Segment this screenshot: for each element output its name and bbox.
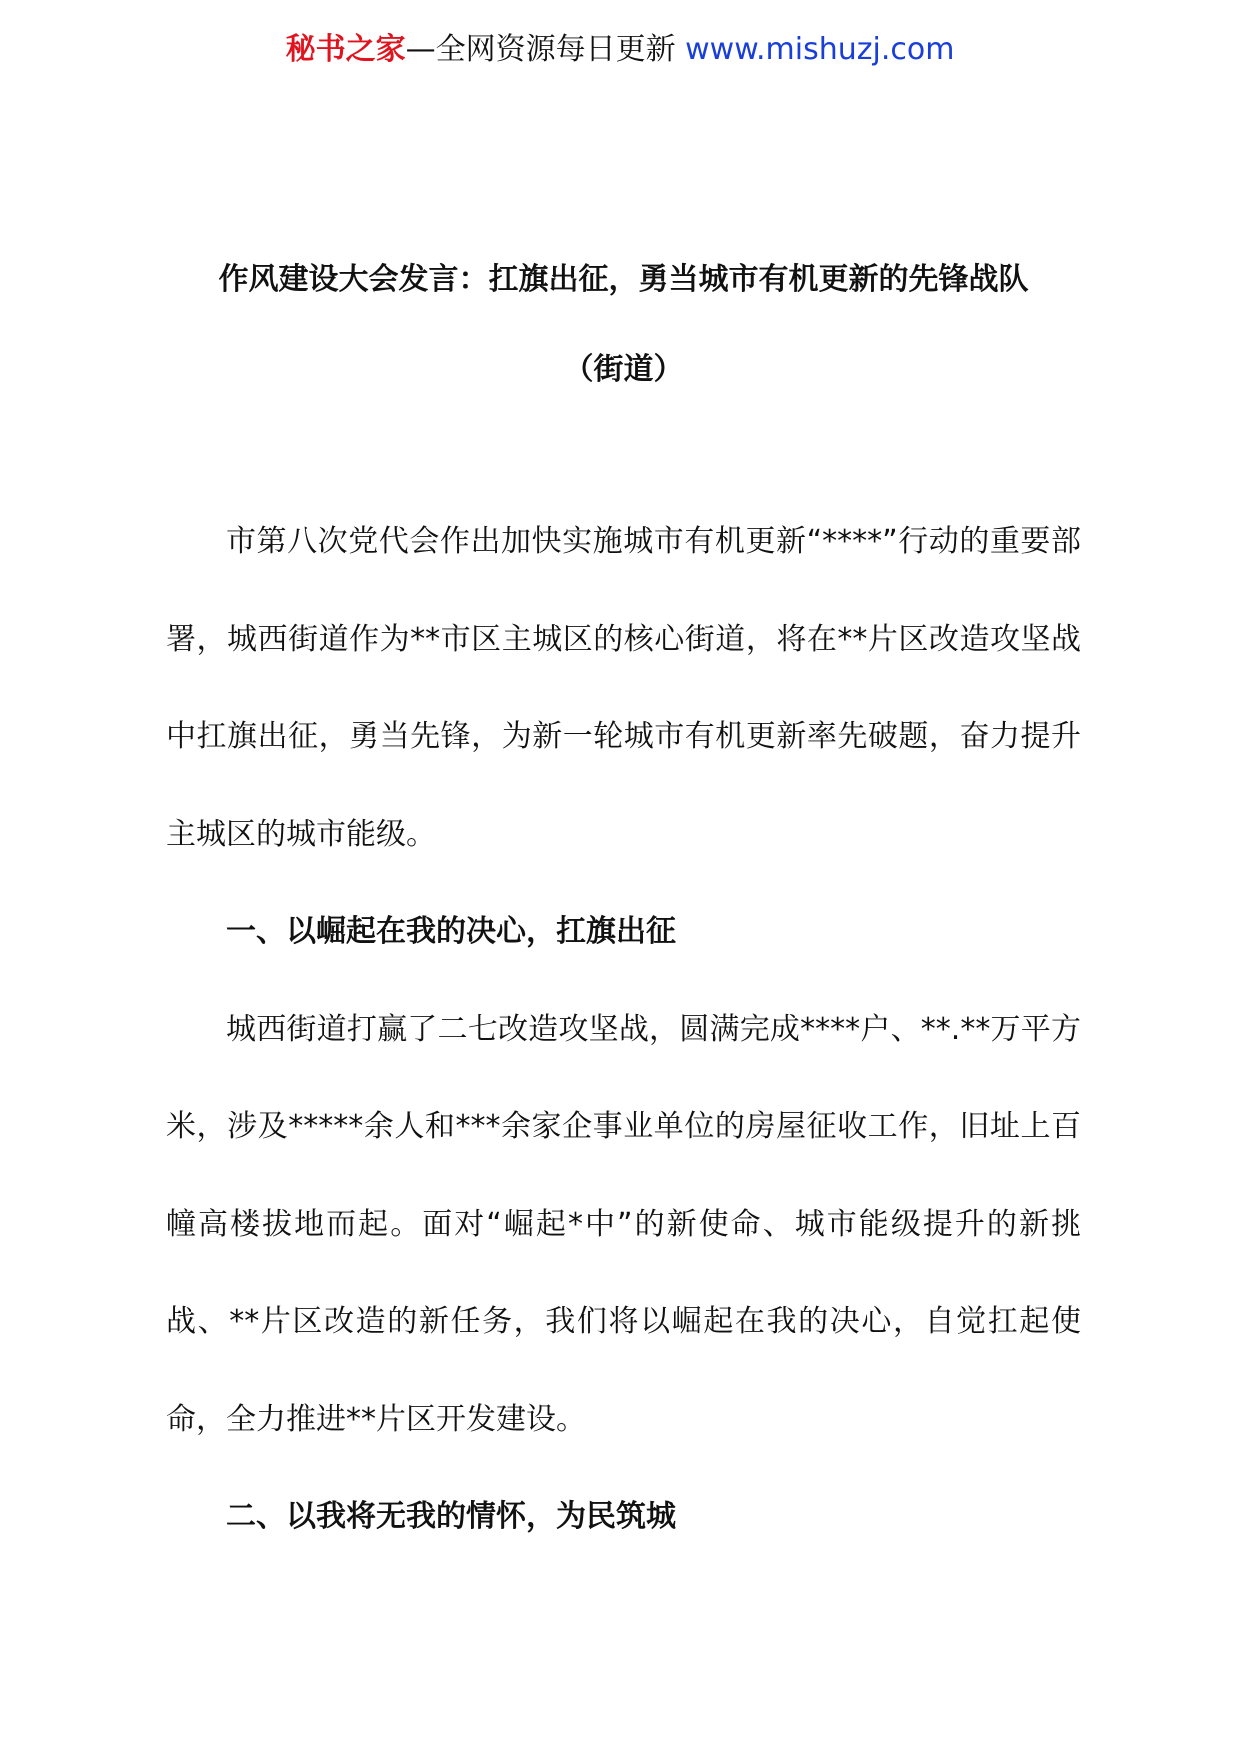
site-tagline: —全网资源每日更新 [405, 32, 686, 67]
paragraph-section-1: 城西街道打赢了二七改造攻坚战，圆满完成****户、**.**万平方米，涉及*****余人和***余家企事业单位的房屋征收工作，旧址上百幢高楼拔地而起。面对“崛起*中”的新使命、城市能级提升的新挑战、**片区改造的新任务，我们将以崛起在我的决心，自觉扛起使命，全力推进**片区开发建设。 [166, 1011, 1081, 1437]
site-header [0, 30, 1240, 70]
document-body [166, 235, 1081, 1566]
paragraph-intro: 市第八次党代会作出加快实施城市有机更新“****”行动的重要部署，城西街道作为**市区主城区的核心街道，将在**片区改造攻坚战中扛旗出征，勇当先锋，为新一轮城市有机更新率先破题，奋力提升主城区的城市能级。 [166, 524, 1081, 852]
site-brand: 秘书之家 [285, 32, 406, 67]
document-content [166, 493, 1081, 1566]
section-heading-2: 二、以我将无我的情怀，为民筑城 [226, 1499, 676, 1534]
section-heading-1: 一、以崛起在我的决心，扛旗出征 [226, 914, 676, 949]
document-title: 作风建设大会发言：扛旗出征，勇当城市有机更新的先锋战队 [218, 262, 1029, 297]
site-url-link[interactable]: www.mishuzj.com [685, 32, 955, 67]
document-subtitle: （街道） [563, 352, 684, 387]
